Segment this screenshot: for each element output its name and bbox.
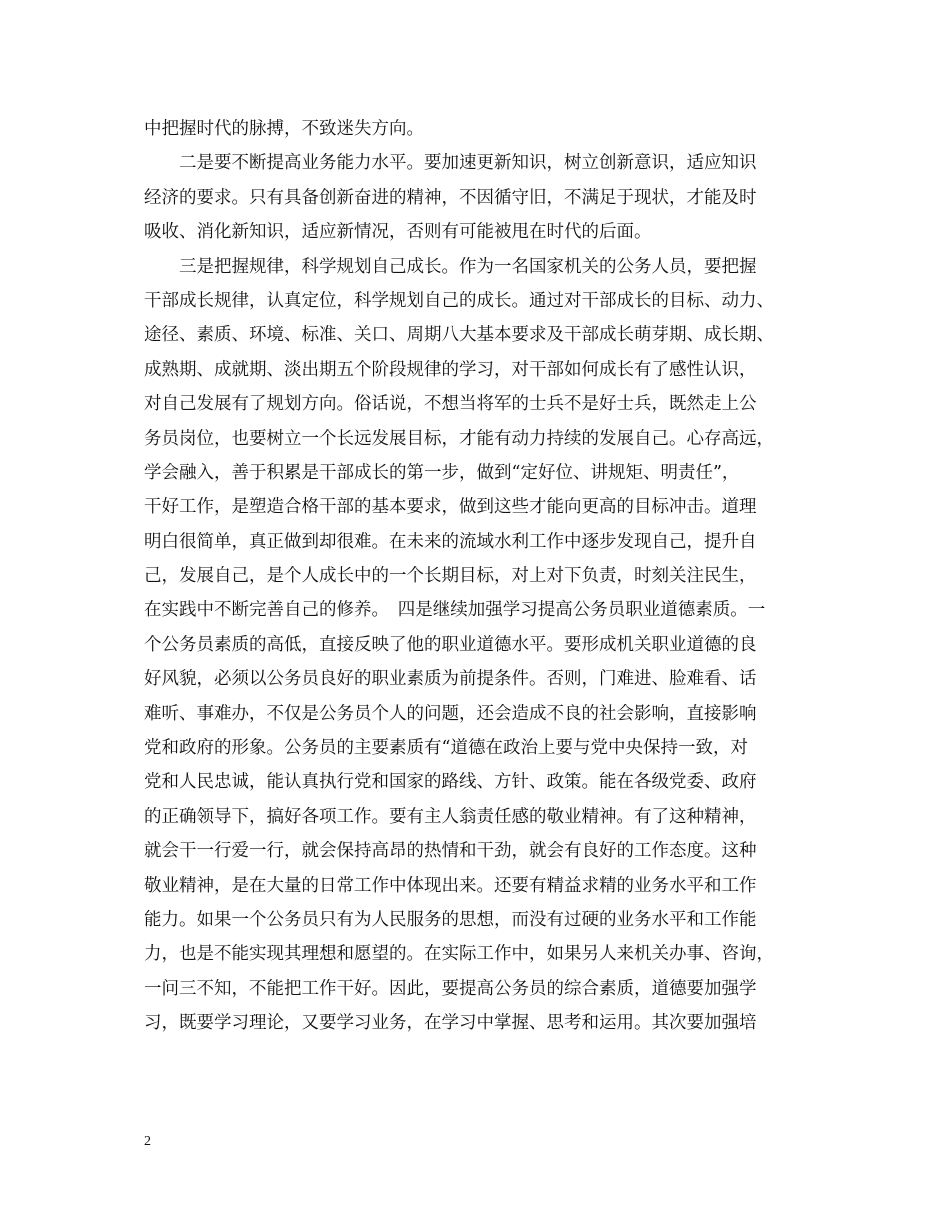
text-line: 学会融入，善于积累是干部成长的第一步，做到“定好位、讲规矩、明责任”， (144, 462, 740, 483)
text-line: 个公务员素质的高低，直接反映了他的职业道德水平。要形成机关职业道德的良 (144, 634, 757, 655)
page-number: 2 (144, 1134, 151, 1149)
text-line: 三是把握规律，科学规划自己成长。作为一名国家机关的公务人员，要把握 (144, 256, 757, 277)
text-line: 干部成长规律，认真定位，科学规划自己的成长。通过对干部成长的目标、动力、 (144, 290, 774, 311)
text-line: 敬业精神，是在大量的日常工作中体现出来。还要有精益求精的业务水平和工作 (144, 875, 757, 896)
body-text (144, 112, 824, 1041)
text-line: 中把握时代的脉搏，不致迷失方向。 (144, 119, 424, 139)
text-line: 成熟期、成就期、淡出期五个阶段规律的学习，对干部如何成长有了感性认识， (144, 359, 757, 380)
text-line: 党和人民忠诚，能认真执行党和国家的路线、方针、政策。能在各级党委、政府 (144, 772, 757, 793)
text-line: 力，也是不能实现其理想和愿望的。在实际工作中，如果另人来机关办事、咨询， (144, 944, 774, 965)
text-line: 的正确领导下，搞好各项工作。要有主人翁责任感的敬业精神。有了这种精神， (144, 806, 757, 827)
text-line: 就会干一行爱一行，就会保持高昂的热情和干劲，就会有良好的工作态度。这种 (144, 841, 757, 862)
text-line: 经济的要求。只有具备创新奋进的精神，不因循守旧，不满足于现状，才能及时 (144, 187, 757, 208)
text-line: 好风貌，必须以公务员良好的职业素质为前提条件。否则，门难进、脸难看、话 (144, 669, 757, 690)
text-line: 在实践中不断完善自己的修养。 四是继续加强学习提高公务员职业道德素质。一 (144, 600, 766, 621)
text-line: 干好工作，是塑造合格干部的基本要求，做到这些才能向更高的目标冲击。道理 (144, 497, 757, 518)
text-line: 明白很简单，真正做到却很难。在未来的流域水利工作中逐步发现自己，提升自 (144, 531, 757, 552)
text-line: 吸收、消化新知识，适应新情况，否则有可能被甩在时代的后面。 (144, 222, 652, 243)
text-line: 己，发展自己，是个人成长中的一个长期目标，对上对下负责，时刻关注民生， (144, 566, 757, 587)
text-line: 习，既要学习理论，又要学习业务，在学习中掌握、思考和运用。其次要加强培 (144, 1013, 757, 1034)
text-line: 一问三不知，不能把工作干好。因此，要提高公务员的综合素质，道德要加强学 (144, 978, 757, 999)
text-line: 务员岗位，也要树立一个长远发展目标，才能有动力持续的发展自己。心存高远， (144, 428, 774, 449)
text-line: 途径、素质、环境、标准、关口、周期八大基本要求及干部成长萌芽期、成长期、 (144, 325, 774, 346)
text-line: 二是要不断提高业务能力水平。要加速更新知识，树立创新意识，适应知识 (144, 153, 757, 174)
text-line: 对自己发展有了规划方向。俗话说，不想当将军的士兵不是好士兵，既然走上公 (144, 394, 757, 415)
text-line: 党和政府的形象。公务员的主要素质有“道德在政治上要与党中央保持一致，对 (144, 738, 748, 759)
text-line: 难听、事难办，不仅是公务员个人的问题，还会造成不良的社会影响，直接影响 (144, 703, 757, 724)
text-line: 能力。如果一个公务员只有为人民服务的思想，而没有过硬的业务水平和工作能 (144, 909, 757, 930)
